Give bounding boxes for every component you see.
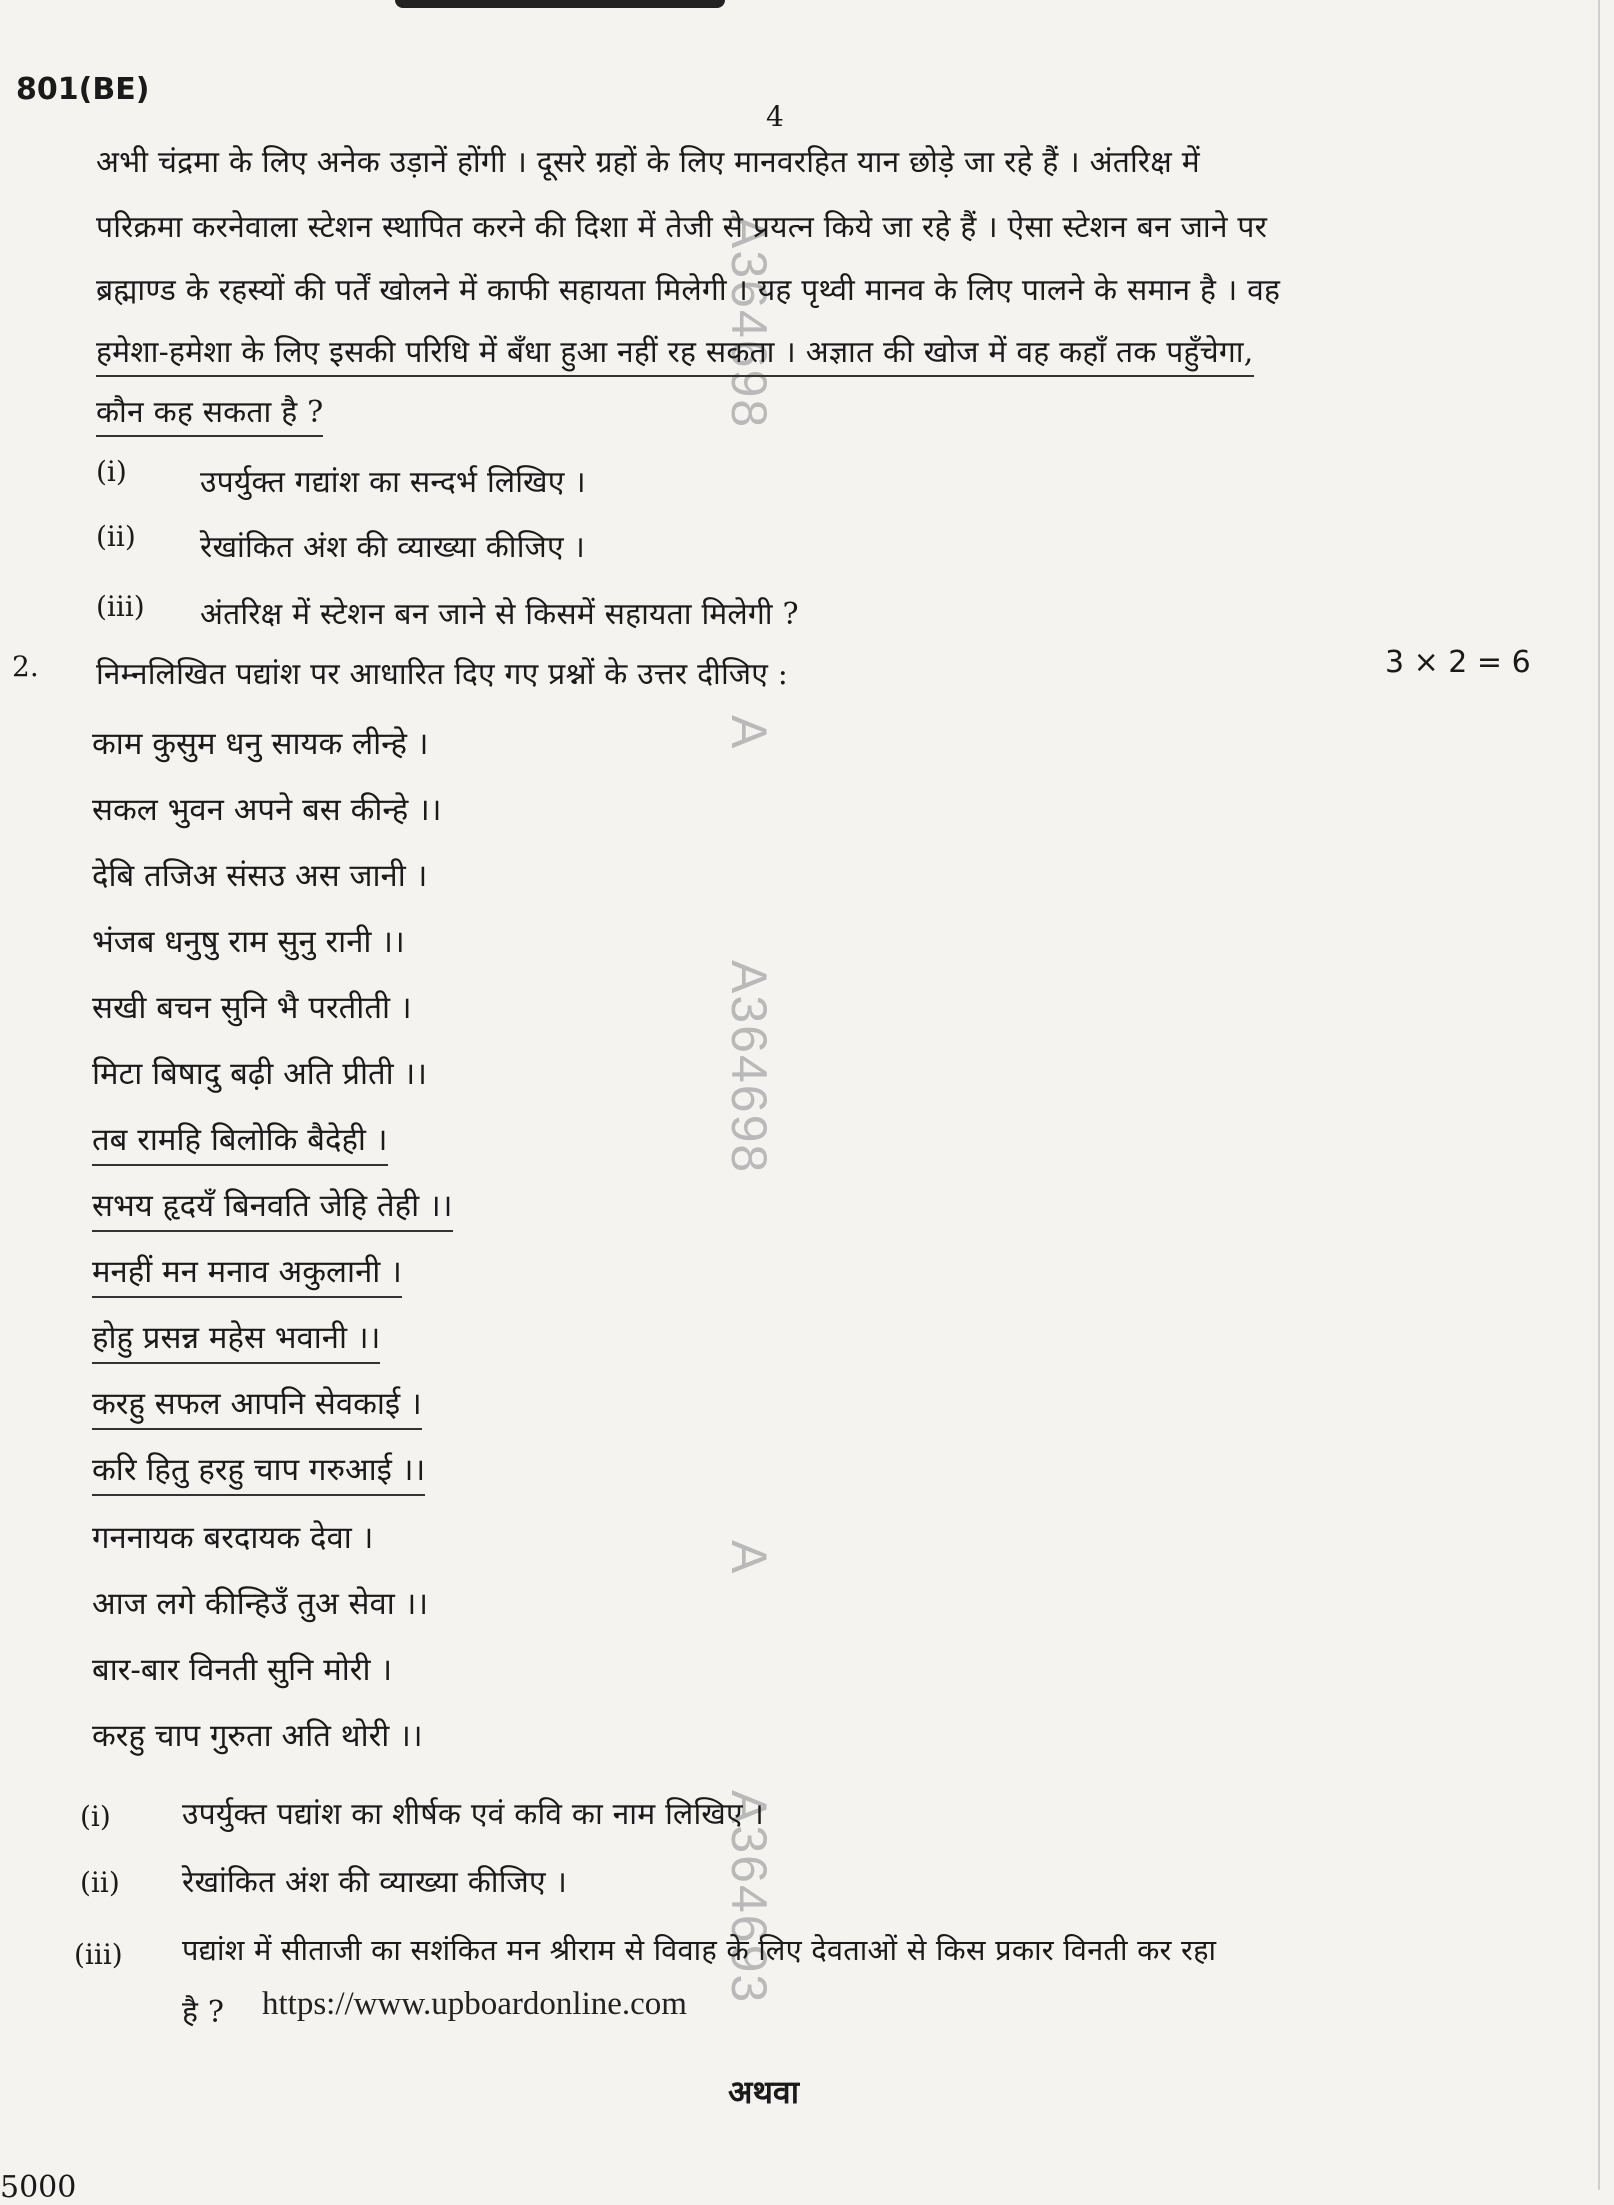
verse-line-underlined: तब रामहि बिलोकि बैदेही । [92,1118,388,1166]
question-number: (iii) [74,1938,123,1971]
verse-line-underlined: करि हितु हरहु चाप गरुआई ।। [92,1448,425,1496]
verse-line: सकल भुवन अपने बस कीन्हे ।। [92,792,442,828]
question-text: अंतरिक्ष में स्टेशन बन जाने से किसमें सहायता मिलेगी ? [200,597,799,632]
verse-line: बार-बार विनती सुनि मोरी । [92,1652,393,1688]
verse-line: आज लगे कीन्हिउँ तुअ सेवा ।। [92,1586,429,1622]
verse-line-underlined: करहु सफल आपनि सेवकाई । [92,1382,422,1430]
passage-line-1: अभी चंद्रमा के लिए अनेक उड़ानें होंगी । दूसरे ग्रहों के लिए मानवरहित यान छोड़े जा रहे हैं । अंतरिक्ष में [96,145,1200,180]
question-number: (ii) [96,520,136,553]
question-text: रेखांकित अंश की व्याख्या कीजिए । [182,1865,568,1900]
watermark-letter: A [721,1540,777,1576]
verse-line: करहु चाप गुरुता अति थोरी ।। [92,1718,423,1754]
scan-edge-line [1598,0,1600,2190]
question-text: उपर्युक्त पद्यांश का शीर्षक एवं कवि का नाम लिखिए । [182,1797,765,1832]
question-2-instruction: निम्नलिखित पद्यांश पर आधारित दिए गए प्रश्नों के उत्तर दीजिए : [96,657,789,692]
question-2-number: 2. [12,650,39,683]
passage-line-3: ब्रह्माण्ड के रहस्यों की पर्तें खोलने में काफी सहायता मिलेगी । यह पृथ्वी मानव के लिए पालने के समान है । वह [96,273,1281,308]
passage-line-5: कौन कह सकता है ? [96,390,323,437]
watermark-serial: A364698 [721,960,777,1175]
watermark-letter: A [721,715,777,751]
question-text: रेखांकित अंश की व्याख्या कीजिए । [200,530,586,565]
page-number: 4 [766,100,784,133]
verse-line: सखी बचन सुनि भै परतीती । [92,990,412,1026]
verse-line: गननायक बरदायक देवा । [92,1520,374,1556]
verse-line: काम कुसुम धनु सायक लीन्हे । [92,726,429,762]
passage-line-4: हमेशा-हमेशा के लिए इसकी परिधि में बँधा हुआ नहीं रह सकता । अज्ञात की खोज में वह कहाँ तक पहुँचेगा, [96,330,1254,377]
passage-line-2: परिक्रमा करनेवाला स्टेशन स्थापित करने की दिशा में तेजी से प्रयत्न किये जा रहे हैं । ऐसा स्टेशन बन जाने पर [96,210,1268,245]
scan-top-shadow [395,0,725,8]
question-number: (i) [96,455,127,488]
watermark-serial: A364693 [721,1790,777,2005]
or-separator: अथवा [728,2073,799,2111]
question-text: पद्यांश में सीताजी का सशंकित मन श्रीराम से विवाह के लिए देवताओं से किस प्रकार विनती कर रहा [182,1933,1217,1967]
watermark-serial: A364698 [721,215,777,430]
verse-line-underlined: मनहीं मन मनाव अकुलानी । [92,1250,402,1298]
verse-line-underlined: सभय हृदयँ बिनवति जेहि तेही ।। [92,1184,453,1232]
question-2-marks: 3 × 2 = 6 [1385,645,1531,680]
verse-line: देबि तजिअ संसउ अस जानी । [92,858,428,894]
paper-code: 801(BE) [16,72,150,107]
question-number: (ii) [80,1866,120,1899]
question-number: (iii) [96,590,145,623]
question-text: उपर्युक्त गद्यांश का सन्दर्भ लिखिए । [200,465,586,500]
question-text-continuation: है ? [182,1995,225,2030]
verse-line: भंजब धनुषु राम सुनु रानी ।। [92,924,405,960]
verse-line-underlined: होहु प्रसन्न महेस भवानी ।। [92,1316,380,1364]
question-number: (i) [80,1800,111,1833]
footer-code: 5000 [0,2170,77,2205]
source-url: https://www.upboardonline.com [262,1986,687,2022]
verse-line: मिटा बिषादु बढ़ी अति प्रीती ।। [92,1056,428,1092]
